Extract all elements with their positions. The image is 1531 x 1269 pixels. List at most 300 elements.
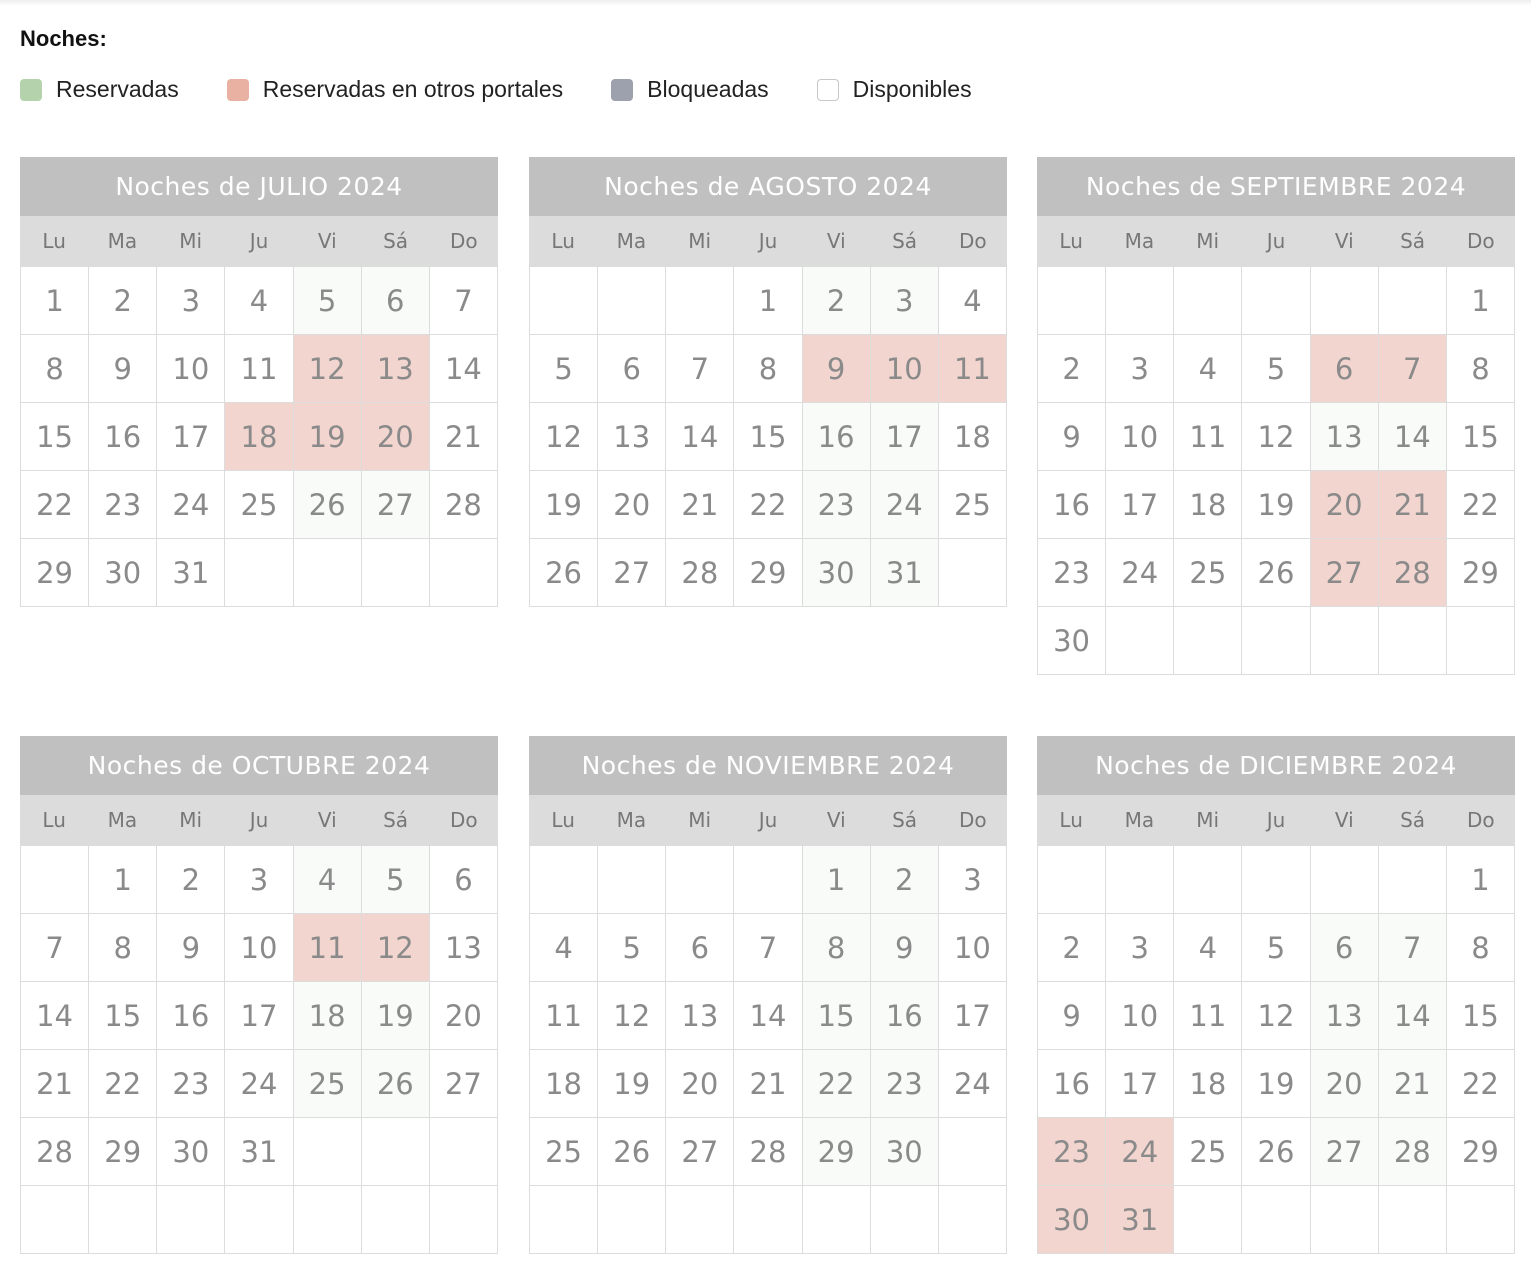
empty-cell xyxy=(939,1186,1007,1254)
weekday-label: Do xyxy=(1467,229,1495,253)
day-cell: 16 xyxy=(1038,1050,1106,1118)
empty-cell xyxy=(225,1186,293,1254)
day-cell: 23 xyxy=(157,1050,225,1118)
day-cell: 13 xyxy=(666,982,734,1050)
legend-swatch-blocked xyxy=(611,79,633,101)
day-cell: 27 xyxy=(1311,1118,1379,1186)
day-cell: 21 xyxy=(430,403,498,471)
weekday-label: Sá xyxy=(892,229,918,253)
weekday-label: Lu xyxy=(551,229,575,253)
day-cell: 12 xyxy=(530,403,598,471)
day-cell: 21 xyxy=(734,1050,802,1118)
empty-cell xyxy=(430,539,498,607)
empty-cell xyxy=(362,1186,430,1254)
day-cell: 9 xyxy=(1038,403,1106,471)
weekday-label: Ma xyxy=(1124,808,1155,832)
day-cell: 10 xyxy=(157,335,225,403)
calendar-grid xyxy=(1037,266,1515,675)
day-cell: 18 xyxy=(939,403,1007,471)
empty-cell xyxy=(734,846,802,914)
day-cell: 12 xyxy=(362,914,430,982)
day-cell: 29 xyxy=(734,539,802,607)
day-cell: 1 xyxy=(89,846,157,914)
empty-cell xyxy=(362,539,430,607)
day-cell: 29 xyxy=(21,539,89,607)
day-cell: 13 xyxy=(362,335,430,403)
calendar-grid xyxy=(529,266,1007,607)
empty-cell xyxy=(430,1118,498,1186)
empty-cell xyxy=(939,539,1007,607)
weekday-label: Sá xyxy=(383,229,409,253)
day-cell: 15 xyxy=(89,982,157,1050)
calendar-september xyxy=(1037,157,1515,675)
day-cell: 28 xyxy=(430,471,498,539)
calendar-october xyxy=(20,736,498,1254)
day-cell: 24 xyxy=(1106,1118,1174,1186)
empty-cell xyxy=(1038,267,1106,335)
weekday-label: Ju xyxy=(249,808,269,832)
empty-cell xyxy=(1311,846,1379,914)
day-cell: 5 xyxy=(598,914,666,982)
day-cell: 25 xyxy=(294,1050,362,1118)
empty-cell xyxy=(294,1186,362,1254)
day-cell: 15 xyxy=(734,403,802,471)
weekday-label: Ma xyxy=(1124,229,1155,253)
day-cell: 3 xyxy=(1106,914,1174,982)
empty-cell xyxy=(1242,607,1310,675)
day-cell: 25 xyxy=(225,471,293,539)
nights-heading: Noches: xyxy=(20,26,107,51)
day-cell: 6 xyxy=(598,335,666,403)
legend-label-reserved: Reservadas xyxy=(56,76,179,102)
day-cell: 20 xyxy=(362,403,430,471)
empty-cell xyxy=(734,1186,802,1254)
weekday-label: Do xyxy=(1467,808,1495,832)
empty-cell xyxy=(1242,267,1310,335)
day-cell: 11 xyxy=(294,914,362,982)
legend-label-available: Disponibles xyxy=(852,76,972,102)
weekday-label: Ju xyxy=(758,229,778,253)
day-cell: 13 xyxy=(598,403,666,471)
top-shadow-bar xyxy=(0,0,1531,6)
day-cell: 3 xyxy=(157,267,225,335)
weekday-label: Mi xyxy=(1196,229,1220,253)
day-cell: 30 xyxy=(803,539,871,607)
weekday-label: Lu xyxy=(1059,229,1083,253)
legend-swatch-reserved xyxy=(20,79,42,101)
day-cell: 17 xyxy=(225,982,293,1050)
day-cell: 5 xyxy=(362,846,430,914)
day-cell: 12 xyxy=(294,335,362,403)
empty-cell xyxy=(666,846,734,914)
empty-cell xyxy=(530,267,598,335)
empty-cell xyxy=(294,539,362,607)
day-cell: 17 xyxy=(1106,471,1174,539)
day-cell: 10 xyxy=(1106,403,1174,471)
day-cell: 3 xyxy=(871,267,939,335)
day-cell: 2 xyxy=(871,846,939,914)
weekday-header xyxy=(20,795,498,845)
day-cell: 19 xyxy=(362,982,430,1050)
weekday-label: Mi xyxy=(688,808,712,832)
weekday-label: Vi xyxy=(826,229,846,253)
day-cell: 14 xyxy=(1379,982,1447,1050)
empty-cell xyxy=(939,1118,1007,1186)
day-cell: 3 xyxy=(939,846,1007,914)
empty-cell xyxy=(666,1186,734,1254)
empty-cell xyxy=(1379,607,1447,675)
day-cell: 6 xyxy=(430,846,498,914)
day-cell: 29 xyxy=(1447,539,1515,607)
day-cell: 4 xyxy=(225,267,293,335)
day-cell: 21 xyxy=(666,471,734,539)
day-cell: 13 xyxy=(430,914,498,982)
day-cell: 23 xyxy=(871,1050,939,1118)
day-cell: 7 xyxy=(21,914,89,982)
day-cell: 18 xyxy=(1174,1050,1242,1118)
weekday-label: Lu xyxy=(42,808,66,832)
empty-cell xyxy=(225,539,293,607)
day-cell: 4 xyxy=(294,846,362,914)
day-cell: 3 xyxy=(225,846,293,914)
weekday-label: Do xyxy=(959,808,987,832)
day-cell: 24 xyxy=(871,471,939,539)
calendar-grid xyxy=(1037,845,1515,1254)
empty-cell xyxy=(1379,1186,1447,1254)
day-cell: 23 xyxy=(1038,539,1106,607)
day-cell: 28 xyxy=(1379,539,1447,607)
day-cell: 18 xyxy=(294,982,362,1050)
empty-cell xyxy=(1038,846,1106,914)
day-cell: 1 xyxy=(21,267,89,335)
weekday-label: Ma xyxy=(616,229,647,253)
day-cell: 6 xyxy=(362,267,430,335)
day-cell: 26 xyxy=(1242,539,1310,607)
day-cell: 12 xyxy=(1242,982,1310,1050)
day-cell: 26 xyxy=(362,1050,430,1118)
day-cell: 12 xyxy=(598,982,666,1050)
empty-cell xyxy=(430,1186,498,1254)
day-cell: 2 xyxy=(1038,914,1106,982)
weekday-label: Vi xyxy=(317,229,337,253)
day-cell: 26 xyxy=(1242,1118,1310,1186)
empty-cell xyxy=(1311,267,1379,335)
empty-cell xyxy=(1311,607,1379,675)
day-cell: 30 xyxy=(871,1118,939,1186)
day-cell: 20 xyxy=(666,1050,734,1118)
calendar-title: Noches de SEPTIEMBRE 2024 xyxy=(1037,157,1515,216)
day-cell: 11 xyxy=(530,982,598,1050)
day-cell: 23 xyxy=(89,471,157,539)
weekday-label: Vi xyxy=(1334,808,1354,832)
day-cell: 8 xyxy=(1447,335,1515,403)
day-cell: 9 xyxy=(157,914,225,982)
day-cell: 27 xyxy=(598,539,666,607)
empty-cell xyxy=(1242,846,1310,914)
day-cell: 11 xyxy=(225,335,293,403)
day-cell: 31 xyxy=(1106,1186,1174,1254)
day-cell: 12 xyxy=(1242,403,1310,471)
legend-item-blocked xyxy=(611,76,769,103)
day-cell: 7 xyxy=(1379,914,1447,982)
day-cell: 1 xyxy=(803,846,871,914)
weekday-label: Ju xyxy=(249,229,269,253)
day-cell: 27 xyxy=(1311,539,1379,607)
day-cell: 21 xyxy=(1379,471,1447,539)
day-cell: 28 xyxy=(21,1118,89,1186)
day-cell: 25 xyxy=(530,1118,598,1186)
day-cell: 4 xyxy=(530,914,598,982)
day-cell: 29 xyxy=(803,1118,871,1186)
day-cell: 19 xyxy=(530,471,598,539)
day-cell: 17 xyxy=(871,403,939,471)
day-cell: 24 xyxy=(225,1050,293,1118)
day-cell: 10 xyxy=(939,914,1007,982)
empty-cell xyxy=(1311,1186,1379,1254)
day-cell: 31 xyxy=(157,539,225,607)
empty-cell xyxy=(1174,1186,1242,1254)
weekday-label: Do xyxy=(450,229,478,253)
day-cell: 22 xyxy=(21,471,89,539)
calendar-grid xyxy=(20,845,498,1254)
weekday-label: Vi xyxy=(826,808,846,832)
weekday-label: Mi xyxy=(688,229,712,253)
weekday-header xyxy=(20,216,498,266)
day-cell: 19 xyxy=(1242,1050,1310,1118)
weekday-label: Vi xyxy=(1334,229,1354,253)
day-cell: 15 xyxy=(1447,982,1515,1050)
day-cell: 16 xyxy=(157,982,225,1050)
legend-item-reserved-other xyxy=(227,76,563,103)
weekday-label: Ju xyxy=(1266,229,1286,253)
day-cell: 22 xyxy=(803,1050,871,1118)
day-cell: 2 xyxy=(1038,335,1106,403)
weekday-label: Ma xyxy=(107,808,138,832)
day-cell: 24 xyxy=(1106,539,1174,607)
day-cell: 22 xyxy=(1447,1050,1515,1118)
legend-item-reserved xyxy=(20,76,179,103)
day-cell: 18 xyxy=(1174,471,1242,539)
day-cell: 20 xyxy=(598,471,666,539)
weekday-label: Do xyxy=(959,229,987,253)
calendar-title: Noches de AGOSTO 2024 xyxy=(529,157,1007,216)
empty-cell xyxy=(1379,846,1447,914)
weekday-label: Sá xyxy=(892,808,918,832)
day-cell: 15 xyxy=(803,982,871,1050)
day-cell: 27 xyxy=(430,1050,498,1118)
day-cell: 7 xyxy=(734,914,802,982)
day-cell: 4 xyxy=(1174,335,1242,403)
weekday-label: Sá xyxy=(1400,229,1426,253)
empty-cell xyxy=(598,846,666,914)
day-cell: 28 xyxy=(734,1118,802,1186)
day-cell: 7 xyxy=(430,267,498,335)
weekday-label: Lu xyxy=(1059,808,1083,832)
calendar-december xyxy=(1037,736,1515,1254)
legend-label-blocked: Bloqueadas xyxy=(647,76,769,102)
day-cell: 1 xyxy=(734,267,802,335)
calendar-title: Noches de JULIO 2024 xyxy=(20,157,498,216)
legend xyxy=(20,76,1020,103)
empty-cell xyxy=(530,846,598,914)
day-cell: 25 xyxy=(1174,1118,1242,1186)
weekday-header xyxy=(529,216,1007,266)
day-cell: 6 xyxy=(1311,914,1379,982)
day-cell: 20 xyxy=(1311,471,1379,539)
day-cell: 19 xyxy=(598,1050,666,1118)
day-cell: 17 xyxy=(1106,1050,1174,1118)
day-cell: 21 xyxy=(1379,1050,1447,1118)
day-cell: 30 xyxy=(157,1118,225,1186)
weekday-label: Vi xyxy=(317,808,337,832)
empty-cell xyxy=(1106,607,1174,675)
day-cell: 1 xyxy=(1447,267,1515,335)
weekday-label: Mi xyxy=(179,808,203,832)
weekday-header xyxy=(1037,795,1515,845)
calendar-grid xyxy=(529,845,1007,1254)
weekday-label: Lu xyxy=(551,808,575,832)
day-cell: 11 xyxy=(1174,982,1242,1050)
day-cell: 5 xyxy=(294,267,362,335)
empty-cell xyxy=(1242,1186,1310,1254)
day-cell: 22 xyxy=(1447,471,1515,539)
day-cell: 14 xyxy=(1379,403,1447,471)
day-cell: 2 xyxy=(89,267,157,335)
day-cell: 9 xyxy=(1038,982,1106,1050)
day-cell: 14 xyxy=(734,982,802,1050)
empty-cell xyxy=(1447,607,1515,675)
weekday-label: Do xyxy=(450,808,478,832)
day-cell: 31 xyxy=(225,1118,293,1186)
day-cell: 7 xyxy=(1379,335,1447,403)
day-cell: 27 xyxy=(362,471,430,539)
weekday-label: Ju xyxy=(1266,808,1286,832)
calendar-july xyxy=(20,157,498,607)
weekday-header xyxy=(1037,216,1515,266)
calendar-title: Noches de DICIEMBRE 2024 xyxy=(1037,736,1515,795)
day-cell: 16 xyxy=(89,403,157,471)
legend-item-available xyxy=(817,76,972,103)
empty-cell xyxy=(871,1186,939,1254)
calendar-november xyxy=(529,736,1007,1254)
empty-cell xyxy=(1106,267,1174,335)
day-cell: 11 xyxy=(939,335,1007,403)
day-cell: 17 xyxy=(939,982,1007,1050)
day-cell: 14 xyxy=(666,403,734,471)
day-cell: 16 xyxy=(803,403,871,471)
empty-cell xyxy=(1174,607,1242,675)
day-cell: 29 xyxy=(1447,1118,1515,1186)
day-cell: 28 xyxy=(666,539,734,607)
day-cell: 10 xyxy=(1106,982,1174,1050)
day-cell: 19 xyxy=(1242,471,1310,539)
day-cell: 9 xyxy=(871,914,939,982)
day-cell: 17 xyxy=(157,403,225,471)
day-cell: 30 xyxy=(1038,607,1106,675)
day-cell: 25 xyxy=(1174,539,1242,607)
legend-swatch-reserved-other xyxy=(227,79,249,101)
calendar-august xyxy=(529,157,1007,607)
day-cell: 31 xyxy=(871,539,939,607)
weekday-header xyxy=(529,795,1007,845)
weekday-label: Ma xyxy=(616,808,647,832)
weekday-label: Sá xyxy=(383,808,409,832)
day-cell: 24 xyxy=(939,1050,1007,1118)
calendar-title: Noches de OCTUBRE 2024 xyxy=(20,736,498,795)
day-cell: 8 xyxy=(21,335,89,403)
day-cell: 27 xyxy=(666,1118,734,1186)
day-cell: 9 xyxy=(803,335,871,403)
day-cell: 3 xyxy=(1106,335,1174,403)
empty-cell xyxy=(666,267,734,335)
day-cell: 2 xyxy=(157,846,225,914)
day-cell: 8 xyxy=(1447,914,1515,982)
empty-cell xyxy=(598,267,666,335)
day-cell: 9 xyxy=(89,335,157,403)
calendar-title: Noches de NOVIEMBRE 2024 xyxy=(529,736,1007,795)
day-cell: 10 xyxy=(871,335,939,403)
weekday-label: Mi xyxy=(1196,808,1220,832)
day-cell: 15 xyxy=(21,403,89,471)
day-cell: 16 xyxy=(871,982,939,1050)
day-cell: 14 xyxy=(430,335,498,403)
day-cell: 8 xyxy=(803,914,871,982)
day-cell: 22 xyxy=(89,1050,157,1118)
empty-cell xyxy=(803,1186,871,1254)
day-cell: 11 xyxy=(1174,403,1242,471)
day-cell: 18 xyxy=(225,403,293,471)
day-cell: 16 xyxy=(1038,471,1106,539)
day-cell: 26 xyxy=(598,1118,666,1186)
day-cell: 26 xyxy=(530,539,598,607)
day-cell: 26 xyxy=(294,471,362,539)
day-cell: 13 xyxy=(1311,982,1379,1050)
day-cell: 21 xyxy=(21,1050,89,1118)
empty-cell xyxy=(1447,1186,1515,1254)
day-cell: 2 xyxy=(803,267,871,335)
day-cell: 18 xyxy=(530,1050,598,1118)
weekday-label: Lu xyxy=(42,229,66,253)
calendar-grid xyxy=(20,266,498,607)
empty-cell xyxy=(530,1186,598,1254)
empty-cell xyxy=(1106,846,1174,914)
empty-cell xyxy=(1174,846,1242,914)
day-cell: 25 xyxy=(939,471,1007,539)
day-cell: 6 xyxy=(1311,335,1379,403)
day-cell: 6 xyxy=(666,914,734,982)
legend-label-reserved-other: Reservadas en otros portales xyxy=(262,76,564,102)
day-cell: 5 xyxy=(530,335,598,403)
day-cell: 30 xyxy=(1038,1186,1106,1254)
weekday-label: Ju xyxy=(758,808,778,832)
day-cell: 19 xyxy=(294,403,362,471)
day-cell: 13 xyxy=(1311,403,1379,471)
day-cell: 15 xyxy=(1447,403,1515,471)
empty-cell xyxy=(1379,267,1447,335)
day-cell: 20 xyxy=(1311,1050,1379,1118)
weekday-label: Ma xyxy=(107,229,138,253)
day-cell: 23 xyxy=(803,471,871,539)
day-cell: 10 xyxy=(225,914,293,982)
empty-cell xyxy=(21,846,89,914)
day-cell: 4 xyxy=(939,267,1007,335)
day-cell: 8 xyxy=(734,335,802,403)
day-cell: 28 xyxy=(1379,1118,1447,1186)
empty-cell xyxy=(157,1186,225,1254)
day-cell: 22 xyxy=(734,471,802,539)
day-cell: 20 xyxy=(430,982,498,1050)
empty-cell xyxy=(598,1186,666,1254)
